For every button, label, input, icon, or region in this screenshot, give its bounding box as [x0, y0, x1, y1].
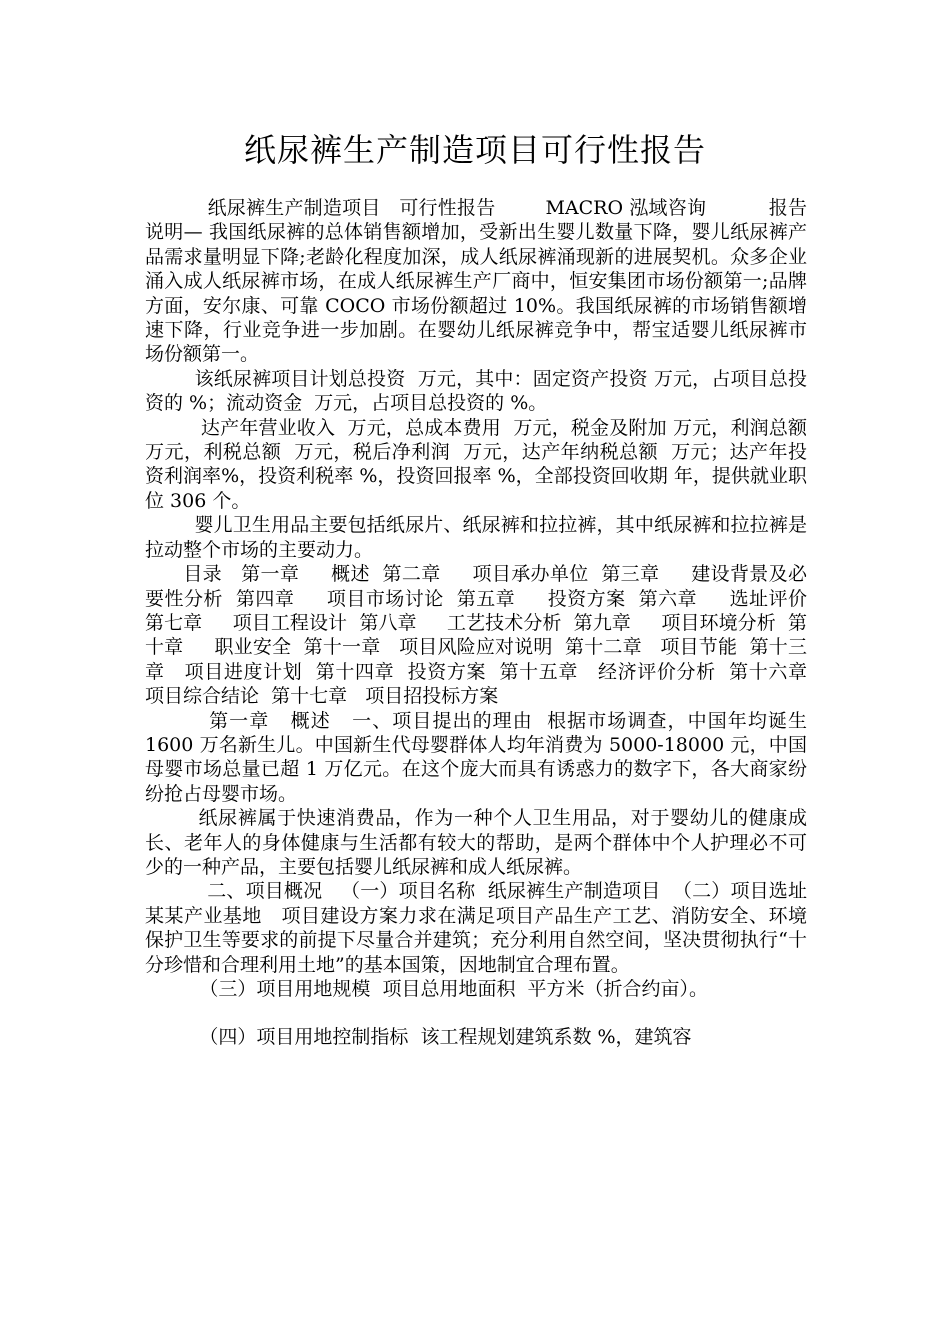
document-title: 纸尿裤生产制造项目可行性报告 — [243, 131, 706, 169]
paragraph-report-intro: 纸尿裤生产制造项目 可行性报告 MACRO 泓域咨询 报告说明— 我国纸尿裤的总体销售额增加，受新出生婴儿数量下降，婴儿纸尿裤产品需求量明显下降;老龄化程度加深，成人纸尿裤涌现新的进展契机。众多企业涌入成人纸尿裤市场，在成人纸尿裤生产厂商中，恒安集团市场份额第一;品牌方面，安尔康、可靠 COCO 市场份额超过 10%。我国纸尿裤的市场销售额增速下降，行业竞争进一步加剧。在婴幼儿纸尿裤竞争中，帮宝适婴儿纸尿裤市场份额第一。 — [145, 197, 807, 366]
paragraph-chapter-one: 第一章 概述 一、项目提出的理由 根据市场调查，中国年均诞生 1600 万名新生儿。中国新生代母婴群体人均年消费为 5000-18000 元，中国母婴市场总量已超 1 万亿元。在这个庞大而具有诱惑力的数字下，各大商家纷纷抢占母婴市场。 — [145, 709, 814, 805]
paragraph-project-overview: 二、项目概况 （一）项目名称 纸尿裤生产制造项目 （二）项目选址 某某产业基地 项目建设方案力求在满足项目产品生产工艺、消防安全、环境保护卫生等要求的前提下尽量合并建筑；充分利用自然空间，坚决贯彻执行“十分珍惜和合理利用土地”的基本国策，因地制宜合理布置。 — [145, 880, 820, 976]
paragraph-revenue: 达产年营业收入 万元，总成本费用 万元，税金及附加 万元，利润总额 万元，利税总额 万元，税后净利润 万元，达产年纳税总额 万元；达产年投资利润率%，投资利税率 %，投资回报率 %，全部投资回收期 年，提供就业职位 306 个。 — [145, 416, 820, 512]
document-body — [145, 196, 826, 1050]
paragraph-land-control: （四）项目用地控制指标 该工程规划建筑系数 %，建筑容 — [145, 1026, 692, 1049]
paragraph-investment: 该纸尿裤项目计划总投资 万元，其中：固定资产投资 万元，占项目总投资的 %；流动资金 万元，占项目总投资的 %。 — [145, 367, 807, 415]
paragraph-baby-products: 婴儿卫生用品主要包括纸尿片、纸尿裤和拉拉裤，其中纸尿裤和拉拉裤是拉动整个市场的主要动力。 — [145, 514, 807, 561]
paragraph-land-scale: （三）项目用地规模 项目总用地面积 平方米（折合约亩）。 — [145, 978, 709, 1000]
paragraph-fast-consumer: 纸尿裤属于快速消费品，作为一种个人卫生用品，对于婴幼儿的健康成长、老年人的身体健康与生活都有较大的帮助，是两个群体中个人护理必不可少的一种产品，主要包括婴儿纸尿裤和成人纸尿裤。 — [145, 807, 807, 878]
paragraph-table-of-contents: 目录 第一章 概述 第二章 项目承办单位 第三章 建设背景及必要性分析 第四章 项目市场讨论 第五章 投资方案 第六章 选址评价 第七章 项目工程设计 第八章 工艺技术分析 第九章 项目环境分析 第十章 职业安全 第十一章 项目风险应对说明 第十二章 项目节能 第十三章 项目进度计划 第十四章 投资方案 第十五章 经济评价分析 第十六章 项目综合结论 第十七章 项目招投标方案 — [145, 563, 826, 708]
